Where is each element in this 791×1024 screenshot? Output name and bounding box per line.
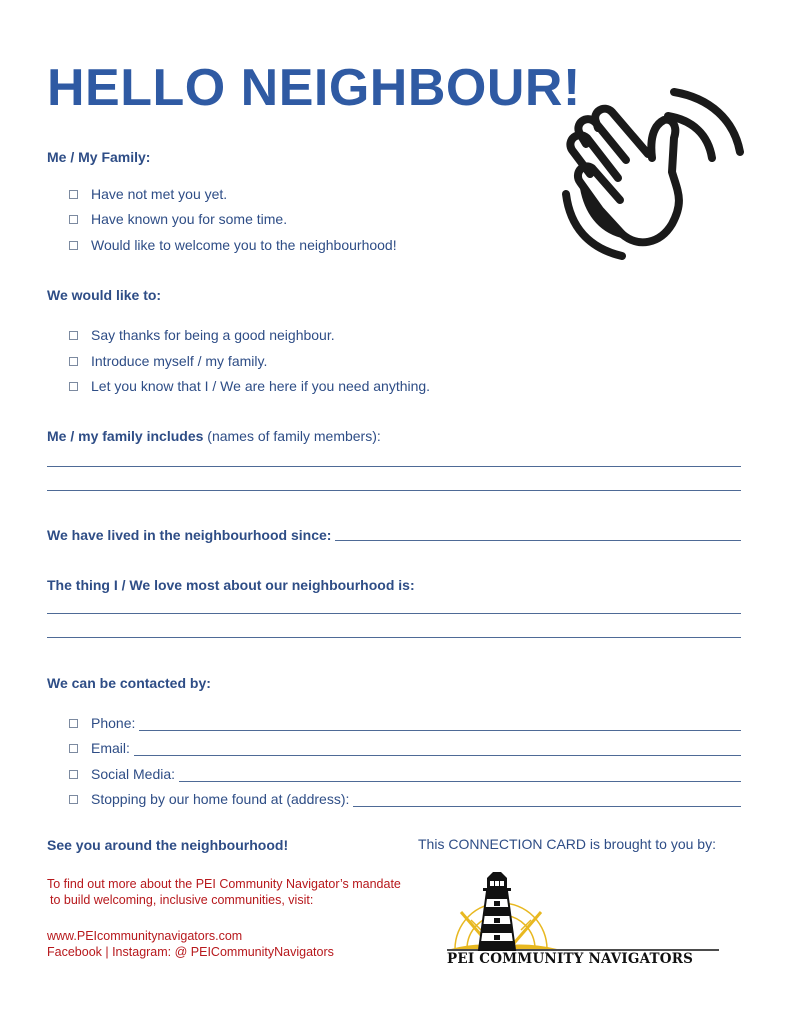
checkbox-icon[interactable]	[69, 382, 78, 391]
contact-social[interactable]	[69, 765, 741, 783]
contact-label: Stopping by our home found at (address):	[91, 791, 350, 807]
lived-input-line[interactable]	[335, 526, 741, 541]
family-line-1[interactable]	[47, 466, 741, 467]
social-handles[interactable]: Facebook | Instagram: @ PEICommunityNavigators	[47, 945, 334, 959]
checkbox-item[interactable]	[69, 377, 430, 395]
checkbox-icon[interactable]	[69, 331, 78, 340]
family-line-2[interactable]	[47, 490, 741, 491]
page-title: HELLO NEIGHBOUR!	[47, 59, 581, 117]
contact-label: Email:	[91, 740, 130, 756]
checkbox-icon[interactable]	[69, 241, 78, 250]
checkbox-item[interactable]	[69, 326, 335, 344]
contact-input-line[interactable]	[179, 767, 741, 782]
checkbox-icon[interactable]	[69, 770, 78, 779]
website-link[interactable]: www.PEIcommunitynavigators.com	[47, 929, 243, 943]
love-line-1[interactable]	[47, 613, 741, 614]
info-line-2: to build welcoming, inclusive communities, visit:	[50, 893, 314, 907]
contact-input-line[interactable]	[134, 741, 741, 756]
checkbox-label: Introduce myself / my family.	[91, 353, 268, 369]
checkbox-label: Let you know that I / We are here if you need anything.	[91, 378, 431, 394]
family-note: (names of family members):	[207, 428, 381, 444]
checkbox-icon[interactable]	[69, 744, 78, 753]
contact-input-line[interactable]	[139, 716, 741, 731]
checkbox-item[interactable]	[69, 210, 287, 228]
checkbox-item[interactable]	[69, 236, 397, 254]
contact-label: Social Media:	[91, 766, 176, 782]
family-heading	[47, 427, 381, 445]
love-heading: The thing I / We love most about our neighbourhood is:	[47, 577, 415, 593]
connection-card-text: This CONNECTION CARD is brought to you by:	[418, 836, 716, 852]
contact-email[interactable]	[69, 739, 741, 757]
contact-heading: We can be contacted by:	[47, 675, 211, 691]
contact-label: Phone:	[91, 715, 136, 731]
checkbox-item[interactable]	[69, 185, 227, 203]
logo-text: PEI COMMUNITY NAVIGATORS	[447, 951, 694, 967]
checkbox-icon[interactable]	[69, 719, 78, 728]
checkbox-icon[interactable]	[69, 215, 78, 224]
contact-phone[interactable]	[69, 714, 741, 732]
info-line-1: To find out more about the PEI Community Navigator’s mandate	[47, 877, 401, 891]
checkbox-label: Have known you for some time.	[91, 211, 288, 227]
section-me-heading: Me / My Family:	[47, 149, 151, 165]
lived-field[interactable]	[47, 526, 741, 544]
contact-input-line[interactable]	[353, 792, 741, 807]
checkbox-icon[interactable]	[69, 795, 78, 804]
love-line-2[interactable]	[47, 637, 741, 638]
checkbox-label: Have not met you yet.	[91, 186, 228, 202]
see-you-text: See you around the neighbourhood!	[47, 837, 289, 853]
checkbox-label: Say thanks for being a good neighbour.	[91, 327, 335, 343]
contact-address[interactable]	[69, 790, 741, 808]
checkbox-icon[interactable]	[69, 190, 78, 199]
lived-label: We have lived in the neighbourhood since:	[47, 527, 332, 543]
waving-hand-icon	[560, 82, 746, 268]
family-heading-label: Me / my family includes	[47, 428, 204, 444]
checkbox-icon[interactable]	[69, 357, 78, 366]
section-like-heading: We would like to:	[47, 287, 162, 303]
checkbox-label: Would like to welcome you to the neighbourhood!	[91, 237, 397, 253]
checkbox-item[interactable]	[69, 352, 267, 370]
lighthouse-logo	[447, 872, 723, 970]
